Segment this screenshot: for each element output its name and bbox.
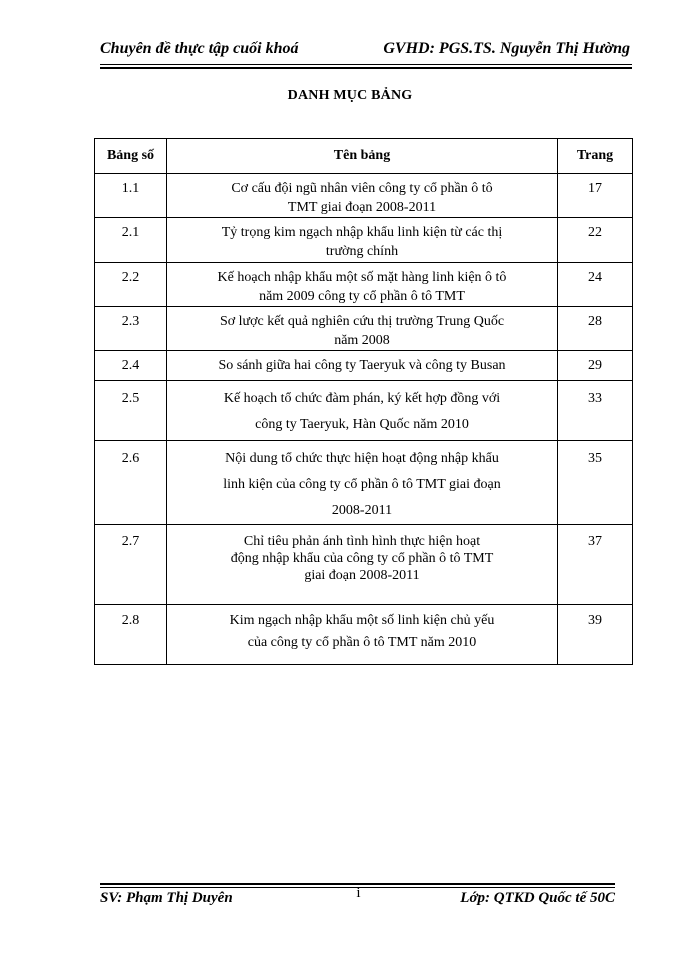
table-name-cell [167, 307, 558, 351]
table-name-line: TMT giai đoạn 2008-2011 [287, 200, 437, 215]
table-row [95, 218, 633, 263]
footer-class: Lớp: QTKD Quốc tế 50C [460, 889, 615, 906]
table-row [95, 307, 633, 351]
table-page: 33 [588, 391, 602, 406]
table-page: 24 [588, 270, 602, 285]
table-name-cell [167, 381, 558, 441]
table-page-cell [558, 307, 633, 351]
table-page: 35 [588, 451, 602, 466]
table-name-cell [167, 218, 558, 263]
header-rule [100, 64, 632, 65]
table-header-row [95, 139, 633, 174]
table-number-cell [95, 307, 167, 351]
page-title: DANH MỤC BẢNG [287, 88, 413, 103]
table-name-line: công ty Taeryuk, Hàn Quốc năm 2010 [255, 417, 469, 432]
table-page-cell [558, 605, 633, 665]
table-page: 17 [588, 181, 602, 196]
table-page: 28 [588, 314, 602, 329]
table-number: 2.1 [121, 225, 140, 240]
table-name-line: năm 2008 [334, 333, 390, 348]
table-row [95, 174, 633, 218]
table-number: 2.8 [121, 613, 140, 628]
table-number: 2.3 [121, 314, 140, 329]
table-name-line: Sơ lược kết quả nghiên cứu thị trường Trung Quốc [219, 314, 505, 329]
page-header [100, 40, 630, 58]
table-name-line: giai đoạn 2008-2011 [304, 568, 420, 583]
table-page-cell [558, 263, 633, 307]
table-name [167, 525, 557, 584]
table-row [95, 263, 633, 307]
table-row [95, 525, 633, 605]
header-course-title: Chuyên đề thực tập cuối khoá [100, 40, 299, 57]
table-name-line: linh kiện của công ty cổ phần ô tô TMT giai đoạn [223, 477, 501, 492]
table-name [167, 218, 557, 261]
table-name-line: động nhập khẩu của công ty cổ phần ô tô TMT [230, 551, 494, 566]
table-number-cell [95, 174, 167, 218]
table-name-line: So sánh giữa hai công ty Taeryuk và công ty Busan [218, 358, 506, 373]
table-number: 2.6 [121, 451, 140, 466]
table-page-cell [558, 525, 633, 605]
table-number: 2.2 [121, 270, 140, 285]
column-header-name: Tên bảng [167, 139, 558, 174]
table-name-line: Cơ cấu đội ngũ nhân viên công ty cổ phần ô tô [231, 181, 493, 196]
table-page: 39 [588, 613, 602, 628]
table-number-cell [95, 441, 167, 525]
table-name [167, 263, 557, 306]
table-name [167, 307, 557, 350]
table-name-cell [167, 351, 558, 381]
table-row [95, 351, 633, 381]
table-number-cell [95, 381, 167, 441]
table-number: 2.5 [121, 391, 140, 406]
table-page-cell [558, 381, 633, 441]
table-name-line: năm 2009 công ty cổ phần ô tô TMT [259, 289, 465, 304]
table-name-line: trường chính [325, 244, 399, 259]
header-rule-thick [100, 67, 632, 69]
table-name [167, 174, 557, 217]
table-number-cell [95, 605, 167, 665]
table-number-cell [95, 351, 167, 381]
table-page-cell [558, 351, 633, 381]
table-name-cell [167, 174, 558, 218]
table-number-cell [95, 263, 167, 307]
table-name [167, 381, 557, 438]
table-number: 1.1 [121, 181, 140, 196]
footer-student: SV: Phạm Thị Duyên [100, 889, 233, 906]
table-page-cell [558, 441, 633, 525]
table-row [95, 441, 633, 525]
table-name-line: Kế hoạch nhập khẩu một số mặt hàng linh kiện ô tô [217, 270, 507, 285]
table-name [167, 351, 557, 375]
column-header-page: Trang [558, 139, 633, 174]
column-header-number: Bảng số [95, 139, 167, 174]
table-name-line: Kế hoạch tổ chức đàm phán, ký kết hợp đồng với [223, 391, 501, 406]
table-name [167, 605, 557, 654]
table-name-cell [167, 441, 558, 525]
header-supervisor: GVHD: PGS.TS. Nguyễn Thị Hường [383, 40, 630, 57]
table-number-cell [95, 218, 167, 263]
footer-page-number: i [356, 884, 361, 901]
table-number: 2.7 [121, 534, 140, 549]
table-name-line: Nội dung tổ chức thực hiện hoạt động nhập khẩu [225, 451, 499, 466]
page-footer [100, 884, 615, 909]
table-page: 22 [588, 225, 602, 240]
table-row [95, 381, 633, 441]
table-page-cell [558, 174, 633, 218]
table-page: 29 [588, 358, 602, 373]
table-name-cell [167, 605, 558, 665]
table-name-cell [167, 263, 558, 307]
table-name-line: Chỉ tiêu phản ánh tình hình thực hiện hoạt [243, 534, 481, 549]
table-list [94, 138, 633, 665]
table-page: 37 [588, 534, 602, 549]
table-page-cell [558, 218, 633, 263]
table-name-line: Kim ngạch nhập khẩu một số linh kiện chủ yếu [229, 613, 495, 628]
table-name-line: 2008-2011 [331, 503, 393, 518]
table-row [95, 605, 633, 665]
table-name-line: Tỷ trọng kim ngạch nhập khẩu linh kiện từ các thị [221, 225, 503, 240]
table-name-line: của công ty cổ phần ô tô TMT năm 2010 [247, 635, 477, 650]
table-name [167, 441, 557, 524]
table-number: 2.4 [121, 358, 140, 373]
table-name-cell [167, 525, 558, 605]
table-number-cell [95, 525, 167, 605]
